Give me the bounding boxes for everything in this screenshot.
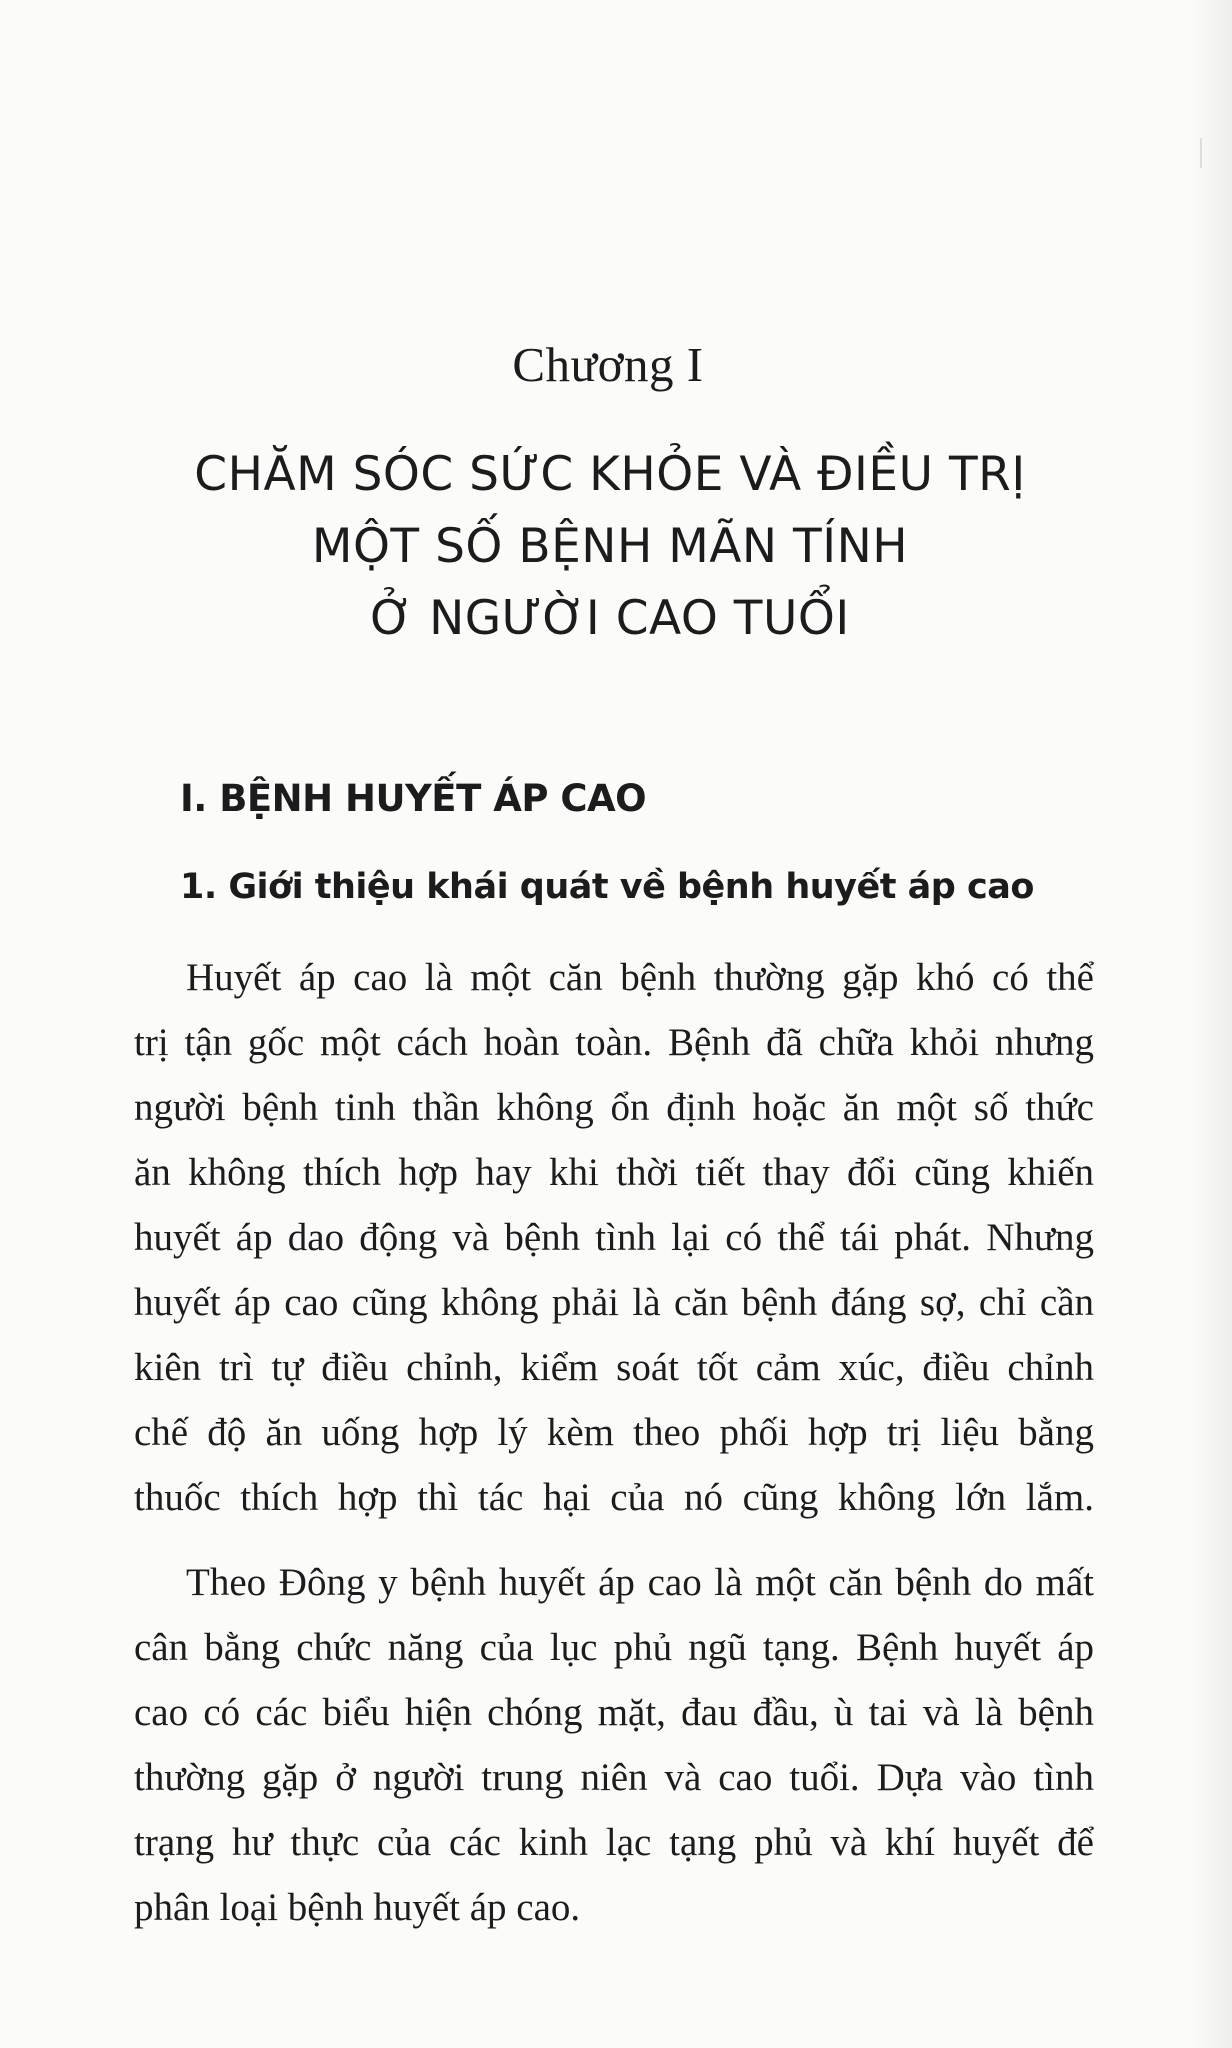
paragraph-line: chế độ ăn uống hợp lý kèm theo phối hợp trị liệu bằng: [134, 1411, 1094, 1454]
body-paragraph: [134, 945, 1094, 1530]
body-paragraph: [134, 1550, 1094, 1940]
paragraph-line: huyết áp dao động và bệnh tình lại có thể tái phát. Nhưng: [134, 1216, 1094, 1259]
paragraph-line: cân bằng chức năng của lục phủ ngũ tạng. Bệnh huyết áp: [134, 1626, 1094, 1669]
chapter-title-line: CHĂM SÓC SỨC KHỎE VÀ ĐIỀU TRỊ: [194, 447, 1026, 502]
paragraph-line: người bệnh tinh thần không ổn định hoặc ăn một số thức: [134, 1086, 1094, 1129]
page-edge-shadow: [1192, 0, 1232, 2048]
paragraph-line: kiên trì tự điều chỉnh, kiểm soát tốt cảm xúc, điều chỉnh: [134, 1346, 1094, 1389]
chapter-title-line: MỘT SỐ BỆNH MÃN TÍNH: [311, 519, 909, 574]
paragraph-line: huyết áp cao cũng không phải là căn bệnh đáng sợ, chỉ cần: [134, 1281, 1094, 1324]
paragraph-line: thường gặp ở người trung niên và cao tuổi. Dựa vào tình: [134, 1756, 1094, 1799]
paragraph-line: ăn không thích hợp hay khi thời tiết thay đổi cũng khiến: [134, 1151, 1094, 1194]
paragraph-line: thuốc thích hợp thì tác hại của nó cũng không lớn lắm.: [134, 1476, 1094, 1519]
chapter-label: Chương I: [512, 337, 704, 392]
chapter-header: [0, 337, 1232, 655]
paragraph-line: cao có các biểu hiện chóng mặt, đau đầu, ù tai và là bệnh: [134, 1691, 1094, 1734]
paragraph-line: phân loại bệnh huyết áp cao.: [134, 1886, 581, 1929]
subsection-heading: 1. Giới thiệu khái quát về bệnh huyết áp cao: [180, 867, 1034, 907]
chapter-title-line: Ở NGƯỜI CAO TUỔI: [370, 591, 850, 646]
paragraph-line: trạng hư thực của các kinh lạc tạng phủ và khí huyết để: [134, 1821, 1094, 1864]
bleed-through-mark: [1200, 138, 1214, 168]
paragraph-line: trị tận gốc một cách hoàn toàn. Bệnh đã chữa khỏi nhưng: [134, 1021, 1094, 1064]
paragraph-line: Theo Đông y bệnh huyết áp cao là một căn bệnh do mất: [186, 1561, 1094, 1604]
section-heading: I. BỆNH HUYẾT ÁP CAO: [180, 777, 647, 820]
chapter-title: [130, 439, 1090, 655]
paragraph-line: Huyết áp cao là một căn bệnh thường gặp khó có thể: [186, 956, 1094, 999]
